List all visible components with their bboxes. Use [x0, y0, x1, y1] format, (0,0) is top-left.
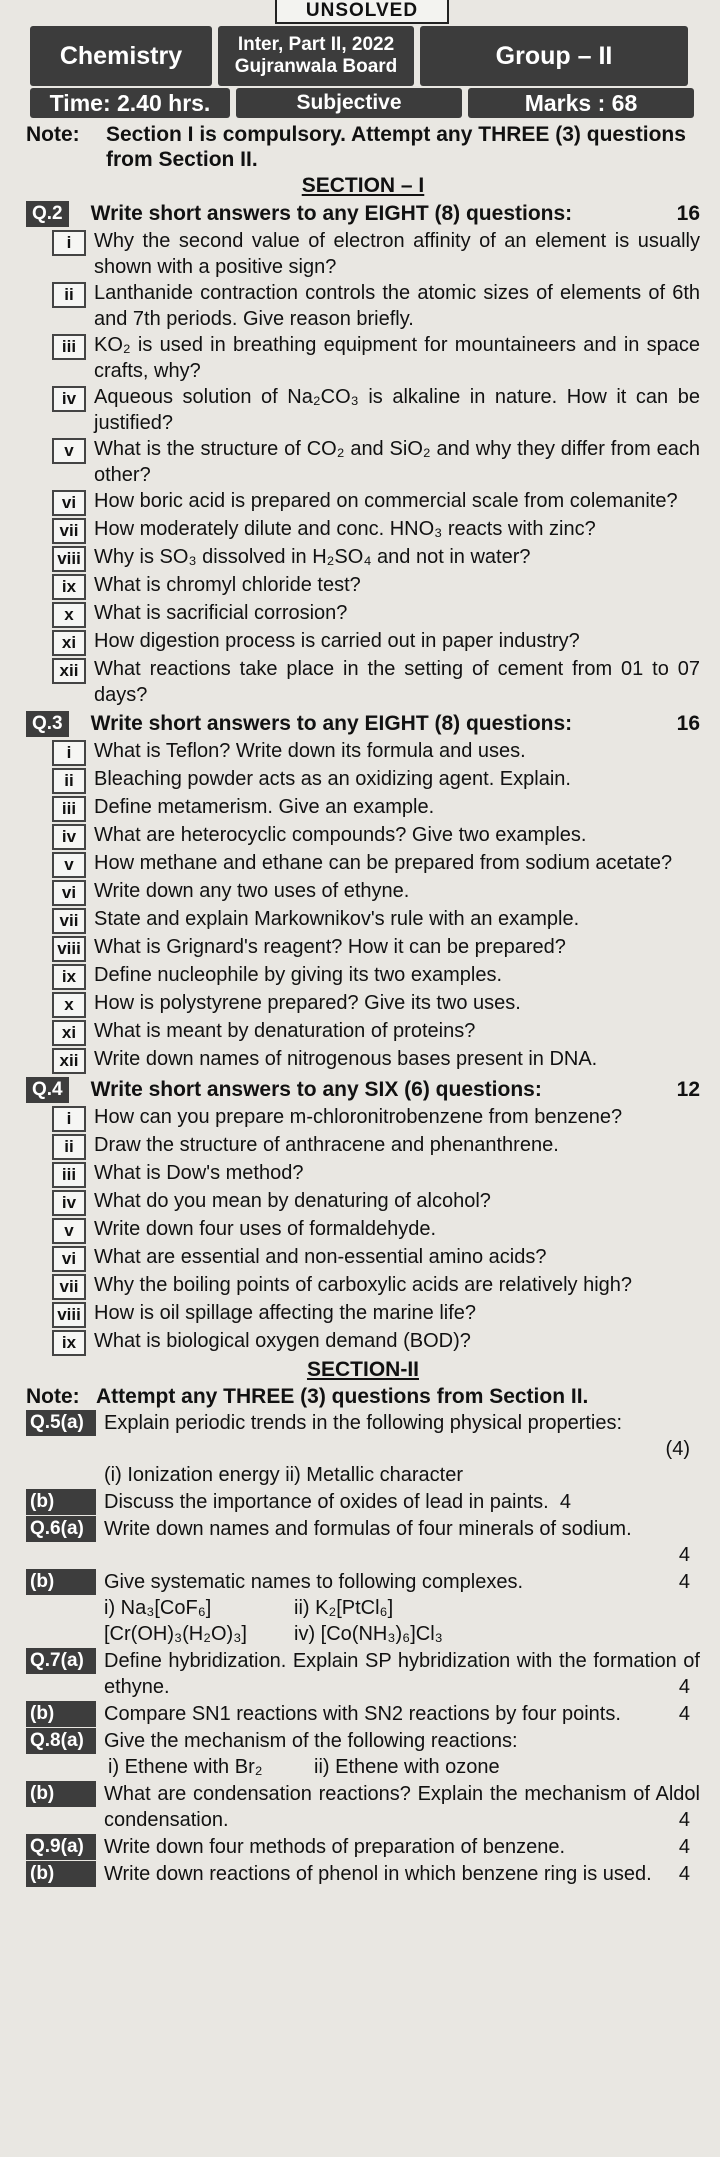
- q8b-marks: 4: [678, 1809, 690, 1831]
- item-text: Lanthanide contraction controls the atomic sizes of elements of 6th and 7th periods. Give reason briefly.: [94, 282, 700, 330]
- question-item: [26, 332, 700, 384]
- item-numeral: vii: [52, 1274, 86, 1300]
- question-item: [26, 228, 700, 280]
- q8b: [26, 1781, 700, 1833]
- item-numeral: iv: [52, 824, 86, 850]
- item-text: What is Grignard's reagent? How it can be prepared?: [94, 936, 566, 958]
- item-text: Why the boiling points of carboxylic acids are relatively high?: [94, 1274, 633, 1296]
- item-text: What is sacrificial corrosion?: [94, 602, 348, 624]
- exam-info-box: [218, 26, 414, 86]
- exam-year: Inter, Part II, 2022: [237, 34, 395, 55]
- q4-number: Q.4: [26, 1077, 69, 1103]
- q2-marks: 16: [676, 202, 700, 225]
- item-numeral: i: [52, 230, 86, 256]
- question-item: [26, 436, 700, 488]
- item-text: Why the second value of electron affinity of an element is usually shown with a positive sign?: [94, 230, 700, 278]
- note-section-2: [26, 1384, 700, 1409]
- item-numeral: ix: [52, 964, 86, 990]
- q9a-number: Q.9(a): [26, 1834, 96, 1860]
- item-numeral: vi: [52, 490, 86, 516]
- q9b-text: Write down reactions of phenol in which benzene ring is used.: [104, 1863, 652, 1885]
- note-text: Attempt any THREE (3) questions from Section II.: [96, 1385, 589, 1408]
- question-item: [26, 934, 700, 962]
- question-item: [26, 544, 700, 572]
- question-item: [26, 1300, 700, 1328]
- q5b-marks: 4: [559, 1491, 571, 1513]
- q2-heading: [26, 200, 700, 228]
- q9b-marks: 4: [678, 1863, 690, 1885]
- item-numeral: vi: [52, 880, 86, 906]
- question-item: [26, 280, 700, 332]
- q4-items: [26, 1104, 700, 1356]
- item-text: What do you mean by denaturing of alcohol?: [94, 1190, 491, 1212]
- marks-box: Marks : 68: [468, 88, 694, 118]
- question-item: [26, 1132, 700, 1160]
- q7a-text: Define hybridization. Explain SP hybridization with the formation of ethyne.: [104, 1650, 700, 1698]
- question-item: [26, 1188, 700, 1216]
- question-item: [26, 656, 700, 708]
- item-numeral: ix: [52, 574, 86, 600]
- q4-title: Write short answers to any SIX (6) questions:: [90, 1078, 542, 1101]
- item-numeral: v: [52, 1218, 86, 1244]
- item-numeral: vi: [52, 1246, 86, 1272]
- q3-number: Q.3: [26, 711, 69, 737]
- q6b-number: (b): [26, 1569, 96, 1595]
- q6b-sub-2: ii) K₂[PtCl₆]: [294, 1597, 394, 1619]
- item-numeral: viii: [52, 936, 86, 962]
- question-item: [26, 850, 700, 878]
- item-text: State and explain Markownikov's rule with an example.: [94, 908, 580, 930]
- q3-title: Write short answers to any EIGHT (8) questions:: [90, 712, 573, 735]
- q8a: [26, 1728, 700, 1780]
- q8b-text: What are condensation reactions? Explain the mechanism of Aldol condensation.: [104, 1783, 700, 1831]
- question-item: [26, 600, 700, 628]
- group-box: Group – II: [420, 26, 688, 86]
- q6a-text: Write down names and formulas of four minerals of sodium.: [104, 1518, 632, 1540]
- q5a-text: Explain periodic trends in the following physical properties:: [104, 1412, 623, 1434]
- q6a-marks: 4: [678, 1544, 690, 1566]
- q5a-number: Q.5(a): [26, 1410, 96, 1436]
- q7b-text: Compare SN1 reactions with SN2 reactions by four points.: [104, 1703, 621, 1725]
- item-numeral: xii: [52, 658, 86, 684]
- item-numeral: ii: [52, 282, 86, 308]
- question-item: [26, 628, 700, 656]
- note-section-1: [26, 122, 700, 172]
- q8a-sub-1: i) Ethene with Br₂: [108, 1756, 263, 1778]
- q7b-number: (b): [26, 1701, 96, 1727]
- q5a-subparts: (i) Ionization energy ii) Metallic character: [104, 1464, 464, 1486]
- q8a-sub-2: ii) Ethene with ozone: [314, 1756, 500, 1778]
- question-item: [26, 488, 700, 516]
- question-item: [26, 1328, 700, 1356]
- item-text: What is the structure of CO₂ and SiO₂ and why they differ from each other?: [94, 438, 700, 486]
- question-item: [26, 906, 700, 934]
- q9a-marks: 4: [678, 1836, 690, 1858]
- item-numeral: x: [52, 602, 86, 628]
- content: [26, 122, 700, 1887]
- item-numeral: ix: [52, 1330, 86, 1356]
- item-numeral: xi: [52, 1020, 86, 1046]
- item-text: What is Dow's method?: [94, 1162, 304, 1184]
- question-item: [26, 1160, 700, 1188]
- question-item: [26, 516, 700, 544]
- q2-items: [26, 228, 700, 708]
- question-item: [26, 990, 700, 1018]
- item-numeral: xi: [52, 630, 86, 656]
- q2-number: Q.2: [26, 201, 69, 227]
- q7a-marks: 4: [678, 1676, 690, 1698]
- question-item: [26, 794, 700, 822]
- question-item: [26, 878, 700, 906]
- item-text: Define metamerism. Give an example.: [94, 796, 435, 818]
- item-text: How boric acid is prepared on commercial scale from colemanite?: [94, 490, 678, 512]
- q3-heading: [26, 710, 700, 738]
- note-label: Note:: [26, 1385, 80, 1408]
- item-text: Draw the structure of anthracene and phenanthrene.: [94, 1134, 559, 1156]
- header-row-1: [30, 26, 688, 86]
- item-text: Bleaching powder acts as an oxidizing agent. Explain.: [94, 768, 571, 790]
- q9a: [26, 1834, 700, 1860]
- subject-box: Chemistry: [30, 26, 212, 86]
- q4-marks: 12: [676, 1078, 700, 1101]
- item-numeral: ii: [52, 768, 86, 794]
- question-item: [26, 1018, 700, 1046]
- q6b-sub-1: i) Na₃[CoF₆]: [104, 1597, 212, 1619]
- question-item: [26, 822, 700, 850]
- item-text: What reactions take place in the setting of cement from 01 to 07 days?: [94, 658, 700, 706]
- q5a: [26, 1410, 700, 1488]
- item-text: Aqueous solution of Na₂CO₃ is alkaline in nature. How it can be justified?: [94, 386, 700, 434]
- item-numeral: iv: [52, 386, 86, 412]
- item-text: How moderately dilute and conc. HNO₃ reacts with zinc?: [94, 518, 596, 540]
- q6b-sub-3: [Cr(OH)₃(H₂O)₃]: [104, 1623, 247, 1645]
- item-numeral: vii: [52, 518, 86, 544]
- question-item: [26, 1272, 700, 1300]
- item-numeral: v: [52, 852, 86, 878]
- question-item: [26, 962, 700, 990]
- question-item: [26, 572, 700, 600]
- section-2-title: SECTION-II: [306, 1358, 419, 1381]
- header-row-2: [30, 88, 694, 118]
- q2-title: Write short answers to any EIGHT (8) questions:: [90, 202, 573, 225]
- q6a-number: Q.6(a): [26, 1516, 96, 1542]
- item-numeral: vii: [52, 908, 86, 934]
- paper-type-box: Subjective: [236, 88, 462, 118]
- item-text: What are essential and non-essential amino acids?: [94, 1246, 547, 1268]
- q4-heading: [26, 1076, 700, 1104]
- item-numeral: v: [52, 438, 86, 464]
- item-text: How can you prepare m-chloronitrobenzene from benzene?: [94, 1106, 623, 1128]
- item-text: How methane and ethane can be prepared from sodium acetate?: [94, 852, 673, 874]
- q6b: [26, 1569, 700, 1647]
- q7b-marks: 4: [678, 1703, 690, 1725]
- item-numeral: viii: [52, 546, 86, 572]
- q7b: [26, 1701, 700, 1727]
- item-text: What is meant by denaturation of proteins?: [94, 1020, 476, 1042]
- item-numeral: i: [52, 1106, 86, 1132]
- item-numeral: viii: [52, 1302, 86, 1328]
- item-numeral: x: [52, 992, 86, 1018]
- note-label: Note:: [26, 123, 80, 146]
- q8a-text: Give the mechanism of the following reactions:: [104, 1730, 518, 1752]
- unsolved-badge: UNSOLVED: [275, 0, 449, 24]
- question-item: [26, 1104, 700, 1132]
- q9b-number: (b): [26, 1861, 96, 1887]
- question-item: [26, 384, 700, 436]
- item-numeral: xii: [52, 1048, 86, 1074]
- question-item: [26, 1244, 700, 1272]
- q5a-marks: (4): [665, 1438, 690, 1460]
- item-text: What is chromyl chloride test?: [94, 574, 361, 596]
- q9b: [26, 1861, 700, 1887]
- q6b-sub-4: iv) [Co(NH₃)₆]Cl₃: [294, 1623, 443, 1645]
- question-item: [26, 738, 700, 766]
- item-text: What is biological oxygen demand (BOD)?: [94, 1330, 471, 1352]
- exam-board: Gujranwala Board: [234, 56, 398, 77]
- item-numeral: iii: [52, 334, 86, 360]
- item-text: How digestion process is carried out in paper industry?: [94, 630, 580, 652]
- q5b-number: (b): [26, 1489, 96, 1515]
- item-numeral: iv: [52, 1190, 86, 1216]
- q5b: [26, 1489, 700, 1515]
- q6b-text: Give systematic names to following complexes.: [104, 1571, 524, 1593]
- q7a: [26, 1648, 700, 1700]
- item-text: Write down any two uses of ethyne.: [94, 880, 410, 902]
- q7a-number: Q.7(a): [26, 1648, 96, 1674]
- item-text: Why is SO₃ dissolved in H₂SO₄ and not in water?: [94, 546, 531, 568]
- q6a: [26, 1516, 700, 1568]
- item-numeral: iii: [52, 796, 86, 822]
- q8a-number: Q.8(a): [26, 1728, 96, 1754]
- q9a-text: Write down four methods of preparation of benzene.: [104, 1836, 566, 1858]
- q3-items: [26, 738, 700, 1074]
- q6b-marks: 4: [678, 1571, 690, 1593]
- item-text: KO₂ is used in breathing equipment for mountaineers and in space crafts, why?: [94, 334, 700, 382]
- q3-marks: 16: [676, 712, 700, 735]
- q5b-text: Discuss the importance of oxides of lead in paints.: [104, 1491, 549, 1513]
- question-item: [26, 766, 700, 794]
- time-box: Time: 2.40 hrs.: [30, 88, 230, 118]
- note-text: Section I is compulsory. Attempt any THREE (3) questions from Section II.: [106, 123, 686, 171]
- item-text: What are heterocyclic compounds? Give two examples.: [94, 824, 587, 846]
- question-item: [26, 1216, 700, 1244]
- item-text: Define nucleophile by giving its two examples.: [94, 964, 502, 986]
- item-text: Write down four uses of formaldehyde.: [94, 1218, 437, 1240]
- item-text: How is polystyrene prepared? Give its two uses.: [94, 992, 521, 1014]
- item-numeral: i: [52, 740, 86, 766]
- item-text: Write down names of nitrogenous bases present in DNA.: [94, 1048, 598, 1070]
- item-text: What is Teflon? Write down its formula and uses.: [94, 740, 526, 762]
- question-item: [26, 1046, 700, 1074]
- item-text: How is oil spillage affecting the marine life?: [94, 1302, 477, 1324]
- item-numeral: iii: [52, 1162, 86, 1188]
- item-numeral: ii: [52, 1134, 86, 1160]
- q8b-number: (b): [26, 1781, 96, 1807]
- section-1-title: SECTION – I: [301, 174, 425, 197]
